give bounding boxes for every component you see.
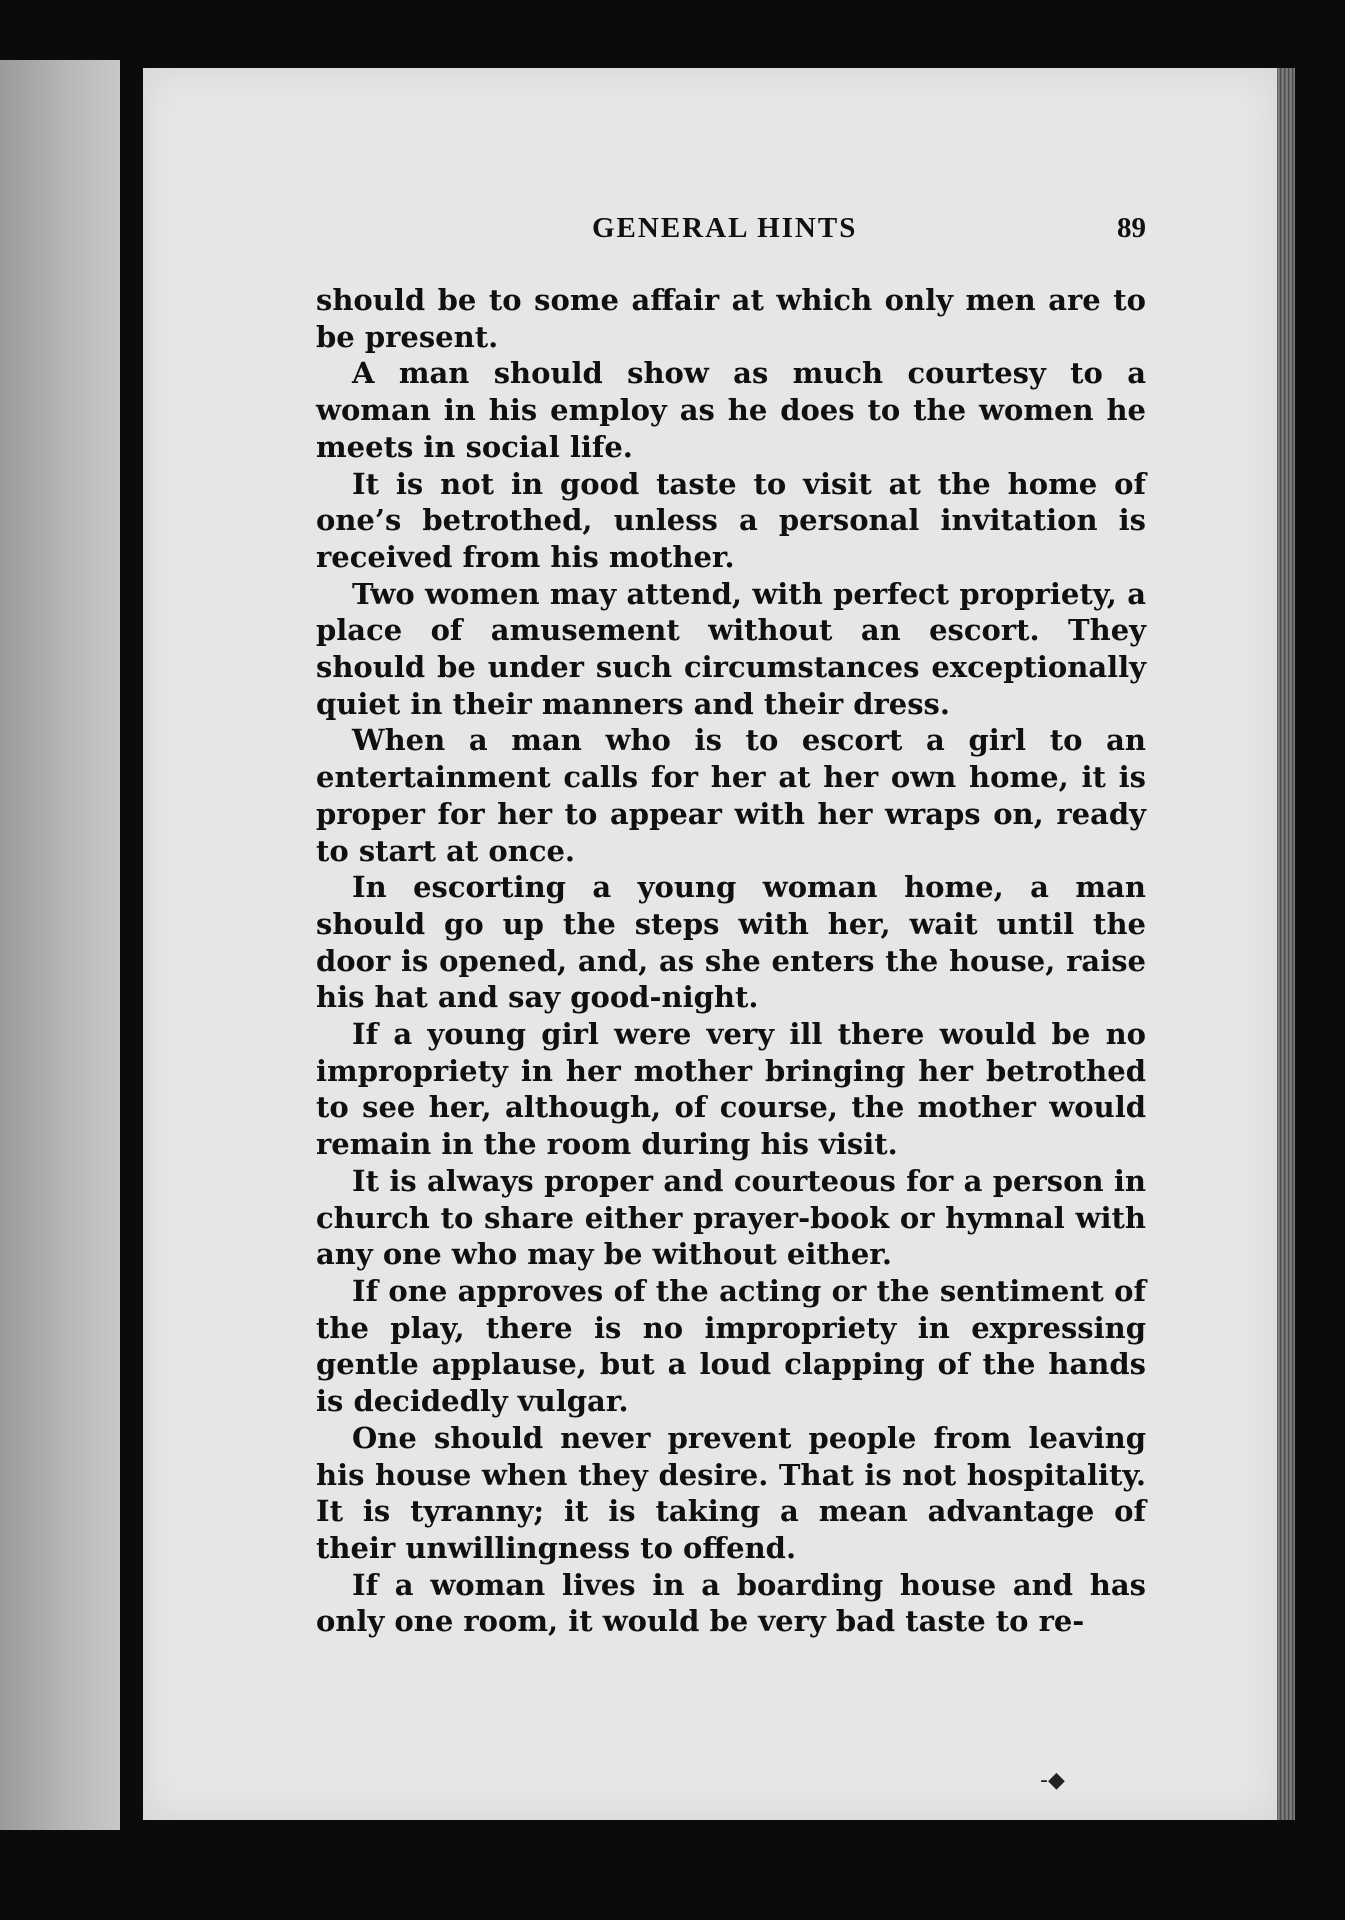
paragraph-9: If one approves of the acting or the sentiment of the play, there is no impropriety in expressing gentle applause, but a loud clapping of the hands is decidedly vulgar. (316, 1273, 1146, 1419)
page-edge-shadow (1277, 68, 1295, 1820)
paragraph-4: Two women may attend, with perfect propriety, a place of amusement without an escort. They should be under such circumstances exceptionally quiet in their manners and their dress. (316, 576, 1146, 721)
paragraph-3: It is not in good taste to visit at the home of one’s betrothed, unless a personal invitation is received from his mother. (316, 466, 1146, 574)
body-text (316, 282, 1146, 1640)
running-title: GENERAL HINTS (592, 212, 858, 244)
running-head (316, 212, 1146, 254)
paragraph-6: In escorting a young woman home, a man should go up the steps with her, wait until the door is opened, and, as she enters the house, raise his hat and say good-night. (316, 870, 1146, 1015)
scan-mark-icon: ‑◆ (1040, 1768, 1065, 1793)
previous-page-margin (0, 60, 120, 1830)
paragraph-1: should be to some affair at which only men are to be present. (316, 283, 1146, 354)
paragraph-11: If a woman lives in a boarding house and has only one room, it would be very bad taste to re- (316, 1567, 1146, 1639)
paragraph-7: If a young girl were very ill there would be no impropriety in her mother bringing her betrothed to see her, although, of course, the mother would remain in the room during his visit. (316, 1017, 1146, 1162)
page-number: 89 (1117, 212, 1146, 244)
paragraph-10: One should never prevent people from leaving his house when they desire. That is not hospitality. It is tyranny; it is taking a mean advantage of their unwillingness to offend. (316, 1420, 1146, 1565)
paragraph-5: When a man who is to escort a girl to an entertainment calls for her at her own home, it is proper for her to appear with her wraps on, ready to start at once. (316, 723, 1146, 868)
paragraph-8: It is always proper and courteous for a person in church to share either prayer-book or hymnal with any one who may be without either. (316, 1163, 1146, 1272)
paragraph-2: A man should show as much courtesy to a woman in his employ as he does to the women he meets in social life. (316, 356, 1146, 464)
